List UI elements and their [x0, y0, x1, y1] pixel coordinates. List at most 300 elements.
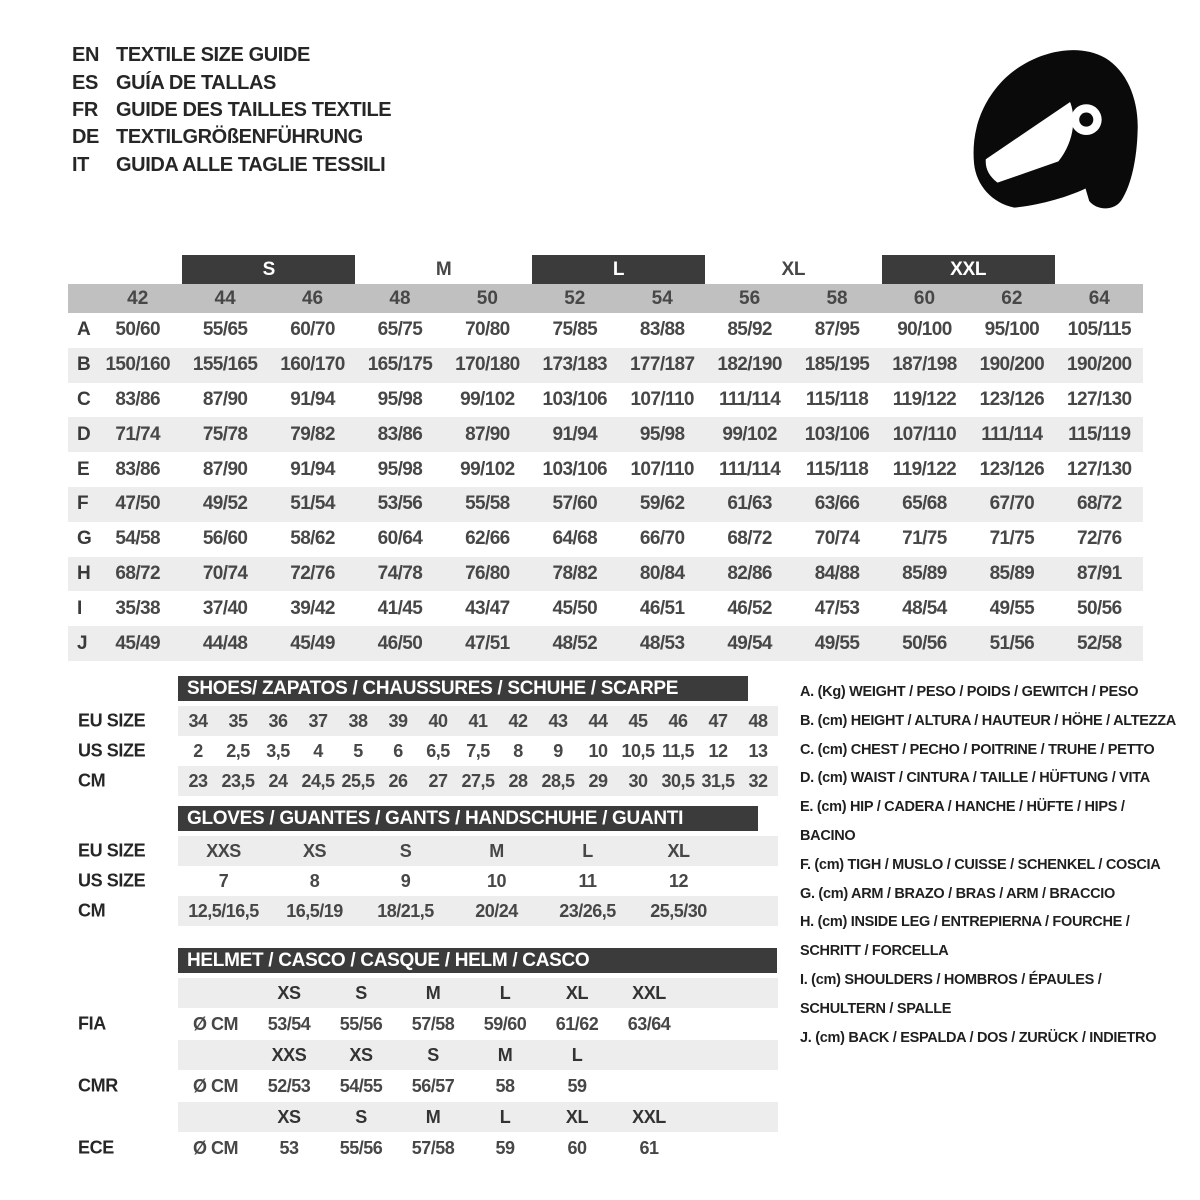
size-cell: 103/106 [804, 423, 870, 445]
value-cell: 39 [388, 710, 408, 731]
size-label-cell: XS [277, 1106, 301, 1127]
size-cell: 111/114 [718, 388, 781, 410]
helmet-values-row [68, 1132, 778, 1164]
size-cell: 50/60 [115, 319, 160, 341]
legend-item: B. (cm) HEIGHT / ALTURA / HAUTEUR / HÖHE / ALTEZZA [800, 712, 1176, 729]
size-cell: 43/47 [465, 597, 510, 619]
value-cell: 46 [668, 710, 688, 731]
value-cell: 6 [393, 740, 403, 761]
size-cell: 70/74 [814, 528, 860, 550]
value-cell: 55/56 [339, 1137, 383, 1158]
size-cell: 51/56 [989, 632, 1035, 654]
size-cell: 45/49 [115, 632, 160, 654]
size-cell: 63/66 [814, 493, 860, 515]
size-band-cell: 64 [1088, 287, 1110, 309]
size-cell: 49/55 [989, 597, 1035, 619]
row-label: US SIZE [78, 870, 146, 891]
value-cell: 8 [513, 740, 523, 761]
size-label-cell: XXL [632, 982, 666, 1003]
size-cell: 91/94 [552, 423, 598, 445]
size-label-cell: S [355, 1106, 367, 1127]
size-label-cell: M [425, 1106, 441, 1127]
size-cell: 49/54 [727, 632, 772, 654]
standard-label: FIA [78, 1013, 106, 1034]
size-band-cell: 52 [564, 287, 586, 309]
value-cell: 30 [628, 770, 648, 791]
value-cell: 2,5 [226, 740, 250, 761]
size-cell: 87/90 [202, 388, 248, 410]
size-cell: 60/70 [290, 319, 335, 341]
size-label-cell: L [499, 1106, 511, 1127]
size-cell: 66/70 [639, 528, 685, 550]
size-cell: 190/200 [1067, 354, 1132, 376]
table-row [68, 522, 1143, 557]
unit-cell: Ø CM [193, 1075, 238, 1096]
helmet-sizes-row [178, 978, 778, 1008]
size-label-cell: XS [349, 1044, 373, 1065]
values-row [178, 706, 778, 736]
size-cell: 50/56 [1077, 597, 1122, 619]
size-cell: 83/86 [377, 423, 423, 445]
value-cell: 59 [495, 1137, 515, 1158]
size-cell: 160/170 [280, 354, 345, 376]
row-letter: D [77, 423, 91, 445]
size-cell: 91/94 [290, 388, 335, 410]
size-cell: 83/86 [115, 388, 160, 410]
language-row [72, 69, 391, 96]
size-cell: 68/72 [727, 528, 772, 550]
language-list [72, 42, 391, 179]
size-cell: 95/98 [639, 423, 685, 445]
language-row [72, 124, 391, 151]
size-cell: 45/49 [290, 632, 335, 654]
legend-item: D. (cm) WAIST / CINTURA / TAILLE / HÜFTUNG / VITA [800, 770, 1150, 787]
value-cell: 3,5 [266, 740, 290, 761]
value-cell: 10 [588, 740, 608, 761]
table-row [68, 452, 1143, 487]
size-group-cell: XL [781, 258, 806, 280]
value-cell: 11 [578, 870, 597, 891]
value-cell: M [489, 840, 504, 861]
size-cell: 39/42 [290, 597, 335, 619]
value-cell: 52/53 [267, 1075, 311, 1096]
value-cell: XS [302, 840, 326, 861]
value-cell: 20/24 [475, 900, 518, 921]
size-cell: 65/75 [377, 319, 423, 341]
size-cell: 72/76 [290, 562, 335, 584]
size-cell: 61/63 [727, 493, 772, 515]
size-cell: 46/51 [639, 597, 685, 619]
helmet-sizes-row [178, 1040, 778, 1070]
table-row [68, 348, 1143, 383]
language-code: FR [72, 98, 98, 121]
legend-item: H. (cm) INSIDE LEG / ENTREPIERNA / FOURCHE / SCHRITT / FORCELLA [800, 914, 1130, 960]
size-cell: 150/160 [105, 354, 170, 376]
size-group-cell: M [435, 258, 452, 280]
value-cell: 61 [639, 1137, 659, 1158]
size-cell: 99/102 [460, 458, 515, 480]
table-row [68, 626, 1143, 661]
row-letter: I [77, 597, 83, 619]
size-cell: 48/54 [902, 597, 947, 619]
value-cell: 41 [468, 710, 488, 731]
unit-cell: Ø CM [193, 1013, 238, 1034]
legend-item: A. (Kg) WEIGHT / PESO / POIDS / GEWITCH / PESO [800, 684, 1139, 700]
value-cell: 29 [588, 770, 608, 791]
value-cell: 9 [400, 870, 411, 891]
value-cell: 58 [495, 1075, 515, 1096]
legend-item: E. (cm) HIP / CADERA / HANCHE / HÜFTE / HIPS / BACINO [800, 799, 1125, 844]
size-cell: 165/175 [367, 354, 433, 376]
size-cell: 74/78 [377, 562, 423, 584]
size-cell: 85/89 [902, 562, 947, 584]
value-cell: 2 [193, 740, 203, 761]
size-label-cell: XXS [271, 1044, 307, 1065]
size-label-cell: XL [565, 982, 589, 1003]
size-cell: 185/195 [804, 354, 870, 376]
value-cell: 61/62 [555, 1013, 599, 1034]
row-letter: J [77, 632, 88, 654]
size-cell: 82/86 [727, 562, 772, 584]
value-cell: 16,5/19 [286, 900, 343, 921]
value-cell: 7 [218, 870, 229, 891]
size-cell: 123/126 [979, 458, 1045, 480]
value-cell: XL [667, 840, 690, 861]
table-row [68, 417, 1143, 452]
row-label: CM [78, 770, 106, 791]
row-letter: C [77, 388, 91, 410]
size-cell: 53/56 [377, 493, 423, 515]
size-label-cell: S [355, 982, 367, 1003]
values-row [178, 1132, 778, 1164]
value-cell: 23 [188, 770, 208, 791]
size-cell: 59/62 [639, 493, 685, 515]
value-cell: 45 [628, 710, 648, 731]
size-cell: 49/55 [814, 632, 860, 654]
size-band-cell: 60 [913, 287, 936, 309]
size-cell: 107/110 [630, 388, 694, 410]
size-cell: 87/90 [202, 458, 248, 480]
size-cell: 99/102 [460, 388, 515, 410]
helmet-section [68, 1040, 778, 1102]
size-group-cell: S [182, 255, 355, 284]
size-cell: 155/165 [192, 354, 258, 376]
shoes-rows [68, 706, 778, 796]
row-letter: A [77, 319, 91, 341]
language-label: TEXTILGRÖßENFÜHRUNG [116, 126, 363, 149]
values-row [178, 836, 778, 866]
value-cell: 25,5 [341, 770, 375, 791]
table-row [68, 487, 1143, 522]
value-cell: 59/60 [483, 1013, 527, 1034]
helmet-section [68, 978, 778, 1040]
language-label: GUIDE DES TAILLES TEXTILE [116, 98, 392, 121]
value-cell: 23/26,5 [559, 900, 616, 921]
size-cell: 51/54 [290, 493, 335, 515]
value-cell: 53 [279, 1137, 299, 1158]
size-group-row [68, 255, 1143, 284]
size-cell: 99/102 [722, 423, 777, 445]
value-cell: 37 [308, 710, 328, 731]
helmet-section [68, 1102, 778, 1164]
value-cell: 32 [748, 770, 768, 791]
row-letter: G [77, 528, 92, 550]
value-cell: 8 [309, 870, 320, 891]
size-band-cell: 62 [1001, 287, 1023, 309]
helmet-values-row [68, 1070, 778, 1102]
value-cell: 27,5 [461, 770, 495, 791]
value-cell: 34 [188, 710, 208, 731]
size-cell: 45/50 [552, 597, 598, 619]
size-number-band [68, 284, 1143, 313]
table-row [68, 706, 778, 736]
value-cell: 26 [388, 770, 408, 791]
size-cell: 37/40 [202, 597, 248, 619]
size-cell: 95/98 [377, 388, 423, 410]
value-cell: 42 [508, 710, 528, 731]
size-cell: 46/52 [727, 597, 772, 619]
value-cell: 55/56 [339, 1013, 383, 1034]
value-cell: 24,5 [301, 770, 335, 791]
size-cell: 48/53 [639, 632, 685, 654]
size-cell: 47/50 [115, 493, 160, 515]
value-cell: 30,5 [661, 770, 695, 791]
size-band-cell: 54 [651, 287, 673, 309]
standard-label: ECE [78, 1137, 114, 1158]
value-cell: 23,5 [221, 770, 255, 791]
gloves-rows [68, 836, 778, 926]
size-label-cell: M [497, 1044, 513, 1065]
size-cell: 68/72 [1077, 493, 1122, 515]
size-cell: 119/122 [892, 388, 957, 410]
size-cell: 75/85 [552, 319, 598, 341]
value-cell: 56/57 [411, 1075, 455, 1096]
value-cell: 28,5 [541, 770, 575, 791]
value-cell: 9 [553, 740, 563, 761]
size-cell: 65/68 [902, 493, 947, 515]
size-cell: 56/60 [202, 528, 248, 550]
band-spacer [68, 284, 94, 313]
table-row [68, 736, 778, 766]
size-cell: 48/52 [552, 632, 598, 654]
value-cell: 7,5 [466, 740, 490, 761]
value-cell: 43 [548, 710, 568, 731]
size-cell: 71/75 [902, 528, 947, 550]
value-cell: 31,5 [701, 770, 735, 791]
value-cell: 11,5 [661, 740, 695, 761]
values-row [178, 766, 778, 796]
size-cell: 103/106 [542, 458, 608, 480]
size-cell: 83/86 [115, 458, 160, 480]
size-cell: 85/89 [989, 562, 1035, 584]
values-row [178, 736, 778, 766]
helmet-icon [966, 32, 1142, 216]
legend-item: C. (cm) CHEST / PECHO / POITRINE / TRUHE / PETTO [800, 741, 1155, 758]
values-row [178, 1070, 778, 1102]
unit-cell: Ø CM [193, 1137, 238, 1158]
row-letter: E [77, 458, 90, 480]
shoes-title-bar: SHOES/ ZAPATOS / CHAUSSURES / SCHUHE / SCARPE [178, 676, 748, 701]
size-band-cell: 56 [739, 287, 761, 309]
helmet-values-row [68, 1008, 778, 1040]
table-row [68, 557, 1143, 592]
gloves-title-bar: GLOVES / GUANTES / GANTS / HANDSCHUHE / GUANTI [178, 806, 758, 831]
size-cell: 123/126 [979, 388, 1045, 410]
size-cell: 107/110 [892, 423, 957, 445]
size-cell: 127/130 [1067, 458, 1132, 480]
table-row [68, 896, 778, 926]
size-cell: 115/118 [805, 388, 869, 410]
value-cell: 60 [567, 1137, 587, 1158]
language-label: TEXTILE SIZE GUIDE [116, 44, 310, 67]
table-row [68, 313, 1143, 348]
size-cell: 115/119 [1068, 423, 1131, 445]
value-cell: 13 [748, 740, 768, 761]
size-cell: 47/53 [814, 597, 860, 619]
size-cell: 35/38 [115, 597, 160, 619]
size-cell: 182/190 [717, 354, 782, 376]
row-letter: F [77, 493, 89, 515]
shoes-table [68, 676, 778, 796]
size-cell: 75/78 [202, 423, 248, 445]
value-cell: 63/64 [627, 1013, 671, 1034]
size-cell: 87/91 [1077, 562, 1122, 584]
helmet-sections [68, 978, 778, 1164]
size-cell: 80/84 [639, 562, 685, 584]
size-cell: 41/45 [377, 597, 423, 619]
size-cell: 107/110 [630, 458, 694, 480]
value-cell: 12 [668, 870, 689, 891]
size-cell: 54/58 [115, 528, 160, 550]
size-cell: 72/76 [1077, 528, 1122, 550]
size-cell: 46/50 [377, 632, 423, 654]
size-label-cell: XXL [632, 1106, 666, 1127]
size-band-cell: 44 [214, 287, 236, 309]
helmet-sizes-row [178, 1102, 778, 1132]
row-letter: B [77, 354, 91, 376]
size-cell: 52/58 [1077, 632, 1122, 654]
size-band-cell: 42 [127, 287, 149, 309]
language-code: IT [72, 153, 89, 176]
size-band-cell: 58 [826, 287, 848, 309]
value-cell: 24 [268, 770, 288, 791]
language-code: EN [72, 44, 99, 67]
language-row [72, 152, 391, 179]
size-cell: 105/115 [1067, 319, 1131, 341]
size-cell: 47/51 [465, 632, 510, 654]
size-band-cell: 48 [389, 287, 411, 309]
value-cell: 10,5 [621, 740, 655, 761]
size-cell: 91/94 [290, 458, 335, 480]
size-cell: 90/100 [897, 319, 952, 341]
size-cell: 190/200 [979, 354, 1045, 376]
helmet-title-bar: HELMET / CASCO / CASQUE / HELM / CASCO [178, 948, 777, 973]
size-cell: 60/64 [377, 528, 423, 550]
size-cell: 79/82 [290, 423, 335, 445]
value-cell: 36 [268, 710, 288, 731]
value-cell: 4 [313, 740, 323, 761]
table-row [68, 866, 778, 896]
language-row [72, 42, 391, 69]
size-cell: 50/56 [902, 632, 947, 654]
size-cell: 95/100 [984, 319, 1040, 341]
value-cell: 40 [428, 710, 448, 731]
value-cell: 57/58 [411, 1013, 455, 1034]
size-cell: 177/187 [629, 354, 695, 376]
legend-item: G. (cm) ARM / BRAZO / BRAS / ARM / BRACCIO [800, 885, 1115, 902]
size-cell: 62/66 [465, 528, 510, 550]
row-label: CM [78, 900, 106, 921]
size-cell: 49/52 [202, 493, 248, 515]
value-cell: 18/21,5 [377, 900, 434, 921]
size-cell: 78/82 [552, 562, 598, 584]
size-cell: 55/65 [202, 319, 248, 341]
legend-item: I. (cm) SHOULDERS / HOMBROS / ÉPAULES / SCHULTERN / SPALLE [800, 971, 1102, 1017]
size-label-cell: L [499, 982, 511, 1003]
value-cell: 28 [508, 770, 528, 791]
values-row [178, 866, 778, 896]
size-band-cell: 50 [476, 287, 498, 309]
values-row [178, 896, 778, 926]
size-cell: 85/92 [727, 319, 772, 341]
size-cell: 119/122 [892, 458, 957, 480]
value-cell: 53/54 [267, 1013, 311, 1034]
size-cell: 76/80 [465, 562, 510, 584]
size-table-body [68, 313, 1143, 661]
size-band-cell: 46 [301, 287, 324, 309]
size-group-spacer [68, 255, 181, 284]
size-cell: 84/88 [814, 562, 860, 584]
language-code: DE [72, 126, 99, 149]
language-label: GUIDA ALLE TAGLIE TESSILI [116, 153, 386, 176]
language-row [72, 97, 391, 124]
language-label: GUÍA DE TALLAS [116, 71, 276, 94]
size-label-cell: S [427, 1044, 439, 1065]
row-letter: H [77, 562, 91, 584]
value-cell: 12,5/16,5 [188, 900, 259, 921]
row-label: US SIZE [78, 740, 146, 761]
size-cell: 67/70 [989, 493, 1035, 515]
size-cell: 111/114 [718, 458, 781, 480]
size-cell: 87/95 [814, 319, 860, 341]
size-label-cell: L [571, 1044, 583, 1065]
value-cell: 27 [428, 770, 448, 791]
size-cell: 57/60 [552, 493, 598, 515]
size-cell: 111/114 [981, 423, 1043, 445]
size-cell: 71/75 [989, 528, 1035, 550]
value-cell: 48 [748, 710, 768, 731]
row-label: EU SIZE [78, 710, 146, 731]
size-cell: 127/130 [1067, 388, 1132, 410]
value-cell: 44 [588, 710, 608, 731]
value-cell: 54/55 [339, 1075, 383, 1096]
legend-item: J. (cm) BACK / ESPALDA / DOS / ZURÜCK / INDIETRO [800, 1029, 1157, 1046]
value-cell: 47 [708, 710, 728, 731]
size-cell: 115/118 [805, 458, 869, 480]
helmet-table [68, 948, 778, 1164]
value-cell: 35 [228, 710, 248, 731]
size-cell: 55/58 [465, 493, 510, 515]
size-cell: 187/198 [892, 354, 957, 376]
value-cell: 5 [353, 740, 363, 761]
value-cell: S [399, 840, 412, 861]
main-size-table [68, 255, 1143, 661]
value-cell: 12 [708, 740, 728, 761]
table-row [68, 836, 778, 866]
value-cell: L [582, 840, 593, 861]
standard-label: CMR [78, 1075, 118, 1096]
size-cell: 83/88 [639, 319, 685, 341]
